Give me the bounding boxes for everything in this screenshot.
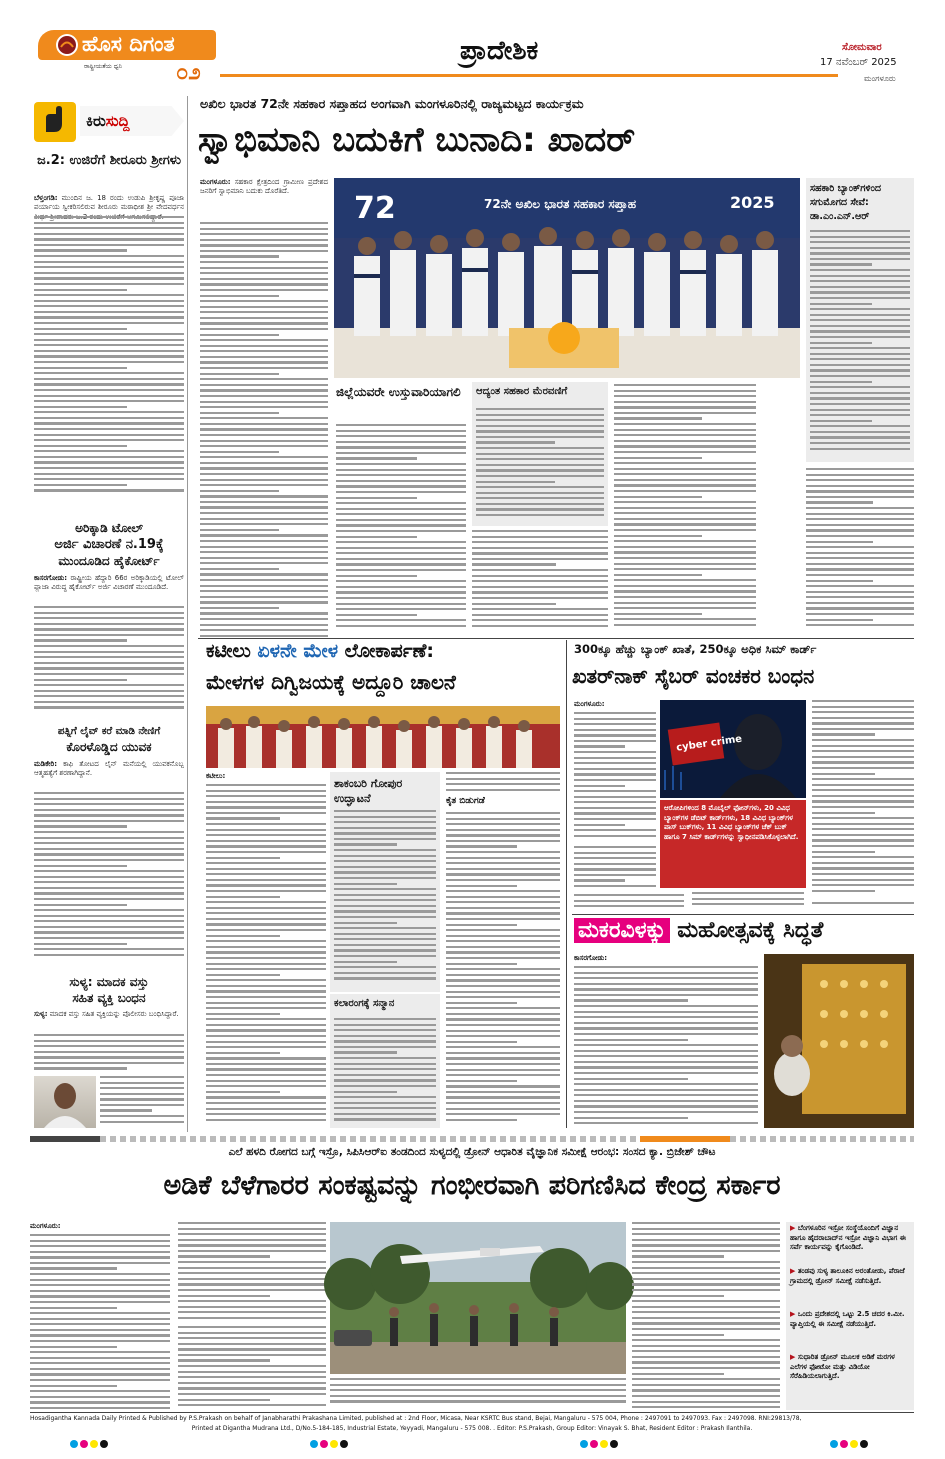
- kirusuddi-item-4-headline-a: ಸುಳ್ಯ: ಮಾದಕ ವಸ್ತು: [69, 975, 149, 989]
- kateel-text-col-1: [206, 784, 326, 1128]
- kateel-headline-2: ಮೇಳಗಳ ದಿಗ್ವಿಜಯಕ್ಕೆ ಅದ್ದೂರಿ ಚಾಲನೆ: [206, 670, 456, 694]
- kateel-sub-2: ಕಲಾರಂಗಕ್ಕೆ ಸನ್ಮಾನ: [334, 998, 395, 1009]
- lead-side-head-c: ಡಾ.ಎಂ.ಎನ್.ಆರ್: [810, 211, 870, 222]
- makara-photo: [764, 954, 914, 1128]
- kateel-headline-1: [206, 640, 560, 668]
- makara-text: [574, 966, 758, 1128]
- kirusuddi-title: [86, 112, 130, 130]
- kateel-cyber-divider: [566, 640, 567, 1128]
- makara-headline-a: ಮಕರವಿಳಕ್ಕು: [574, 918, 670, 943]
- kirusuddi-item-4-headline: [34, 974, 184, 1006]
- kateel-sub-1: [334, 776, 440, 806]
- masthead-logo-block: [30, 30, 215, 86]
- kirusuddi-item-1-dateline: ಬೆಳ್ತಂಗಡಿ:: [34, 194, 58, 202]
- cyber-photo: [660, 700, 806, 798]
- kateel-photo: [206, 706, 560, 768]
- makara-headline-b: ಮಹೋತ್ಸವಕ್ಕೆ ಸಿದ್ಧತೆ: [669, 918, 824, 943]
- reg-dot-yellow-icon: [600, 1440, 608, 1448]
- bottom-text-col-2a: [178, 1222, 326, 1322]
- reg-dot-cyan-icon: [310, 1440, 318, 1448]
- lead-photo-banner-label: 72ನೇ ಅಖಿಲ ಭಾರತ ಸಹಕಾರ ಸಪ್ತಾಹ: [484, 197, 637, 211]
- bottom-text-col-4: [632, 1222, 780, 1410]
- bottom-top-rule: [30, 1136, 914, 1142]
- bottom-drone-photo: [330, 1222, 626, 1374]
- bottom-top-rule-accent: [640, 1136, 730, 1142]
- kirusuddi-column: [30, 96, 188, 1132]
- kirusuddi-item-3-dateline: ಮಡಿಕೇರಿ:: [34, 760, 58, 768]
- reg-dot-magenta-icon: [840, 1440, 848, 1448]
- kateel-lead-para: [206, 772, 326, 782]
- masthead-day: ಸೋಮವಾರ: [842, 42, 882, 53]
- reg-dot-black-icon: [340, 1440, 348, 1448]
- lead-side-headline: [810, 182, 914, 224]
- bullet-arrow-icon: ▶: [790, 1353, 798, 1361]
- cyber-text-bottom-2: [692, 892, 804, 912]
- kirusuddi-item-2-text: [34, 606, 184, 718]
- reg-dot-black-icon: [860, 1440, 868, 1448]
- cyber-callout: ಆರೋಪಿಗಳಿಂದ 8 ಮೊಬೈಲ್ ಫೋನ್‌ಗಳು, 20 ವಿವಿಧ ಬ್ಯಾಂಕ್‌ಗಳ ಡೆಬಿಟ್ ಕಾರ್ಡ್‌ಗಳು, 18 ವಿವಿಧ ಬ್ಯಾಂಕ್‌ಗಳ ಪಾಸ್ ಬುಕ್‌ಗಳು, 11 ವಿವಿಧ ಬ್ಯಾಂಕ್‌ಗಳ ಚೆಕ್ ಬುಕ್ ಹಾಗೂ 7 ಸಿಮ್ ಕಾರ್ಡ್‌ಗಳನ್ನು ಸ್ವಾಧೀನಪಡಿಸಿಕೊಳ್ಳಲಾಗಿದೆ.: [664, 804, 799, 841]
- bottom-text-photo-below: [330, 1378, 626, 1410]
- reg-dot-black-icon: [100, 1440, 108, 1448]
- logo-emblem-icon: [56, 34, 78, 56]
- kirusuddi-item-4-text-a: [34, 1034, 184, 1074]
- hand-icon: [34, 102, 76, 142]
- lead-text-col-4: [614, 384, 756, 634]
- kirusuddi-badge: [34, 100, 184, 146]
- lead-photo: [334, 178, 800, 378]
- kirusuddi-item-4-text-b: [100, 1076, 184, 1128]
- kirusuddi-item-3-headline: [34, 724, 184, 755]
- kirusuddi-item-3-text: [34, 792, 184, 968]
- masthead-logo-text: ಹೊಸ ದಿಗಂತ: [82, 32, 175, 56]
- lead-text-col-5: [806, 468, 914, 634]
- reg-dot-cyan-icon: [580, 1440, 588, 1448]
- kirusuddi-item-2-dateline: ಕಾಸರಗೋಡು:: [34, 574, 68, 582]
- lead-text-col-1: [200, 222, 328, 634]
- kateel-text-col-3: [446, 772, 560, 792]
- kirusuddi-item-2-headline-c: ಮುಂದೂಡಿದ ಹೈಕೋರ್ಟ್: [58, 554, 160, 568]
- lead-lead-para: [200, 178, 328, 218]
- reg-dot-magenta-icon: [80, 1440, 88, 1448]
- masthead-rule: [220, 74, 838, 77]
- reg-dot-yellow-icon: [850, 1440, 858, 1448]
- reg-dot-yellow-icon: [90, 1440, 98, 1448]
- bottom-bullet-2: [790, 1267, 912, 1307]
- kateel-dateline: ಕಟೀಲು:: [206, 772, 226, 780]
- bottom-headline: ಅಡಿಕೆ ಬೆಳೆಗಾರರ ಸಂಕಷ್ಟವನ್ನು ಗಂಭೀರವಾಗಿ ಪರಿಗಣಿಸಿದ ಕೇಂದ್ರ ಸರ್ಕಾರ: [163, 1170, 781, 1201]
- masthead-edition: ಮಂಗಳೂರು: [864, 74, 896, 83]
- kirusuddi-item-4-photo: [34, 1076, 96, 1128]
- cyber-headline-2: ಖತರ್‌ನಾಕ್ ಸೈಬರ್ ವಂಚಕರ ಬಂಧನ: [572, 664, 815, 688]
- kirusuddi-item-1-lead: ಮುಂದಿನ ಜ. 18 ರಂದು ಉಡುಪಿ ಶ್ರೀಕೃಷ್ಣ ಪೂಜಾ ಪರ್ಯಾಯ ಸ್ವೀಕರಿಸಲಿರುವ ಶೀರೂರು ಮಠಾಧೀಶ ಶ್ರೀ ವೇದವರ್ಧನ: [34, 194, 184, 212]
- lead-photo-banner-year: 2025: [730, 193, 775, 212]
- kateel-sub-1-a: ಶಾಕಂಬರಿ ಗೋಪುರ: [334, 777, 403, 790]
- bottom-dateline: ಮಂಗಳೂರು:: [30, 1222, 61, 1230]
- bottom-top-rule-accent-2: [30, 1136, 100, 1142]
- bottom-bullet-list: [790, 1224, 912, 1408]
- kirusuddi-item-2-lead: ರಾಷ್ಟ್ರೀಯ ಹೆದ್ದಾರಿ 66ರ ಅರಿಕ್ಕಾಡಿಯಲ್ಲಿ ಟೋಲ್ ಪ್ಲಾಜಾ ವಿರುದ್ಧ ಹೈಕೋರ್ಟ್ ಅರ್ಜಿ ವಿಚಾರಣೆ ಮುಂದೂಡಿದೆ.: [34, 574, 184, 592]
- bottom-kicker: ಎಲೆ ಹಳದಿ ರೋಗದ ಬಗ್ಗೆ ಇಸ್ರೊ, ಸಿಪಿಸಿಆರ್‌ಐ ತಂಡದಿಂದ ಸುಳ್ಯದಲ್ಲಿ ಡ್ರೋನ್ ಆಧಾರಿತ ವೈಜ್ಞಾನಿಕ ಸಮೀಕ್ಷೆ ಆರಂಭ: ಸಂಸದ ಕ್ಯಾ. ಬ್ರಿಜೇಶ್ ಚೌಟ: [228, 1146, 716, 1158]
- cyber-text-col-1: [574, 712, 656, 842]
- kirusuddi-item-3-lead: ಕಾಫಿ ತೋಟದ ಲೈನ್ ಮನೆಯಲ್ಲಿ ಯುವಕನೊಬ್ಬ ಆತ್ಮಹತ್ಯೆಗೆ ಶರಣಾಗಿದ್ದಾನೆ.: [34, 760, 184, 778]
- lead-text-col-2: [336, 424, 466, 632]
- cyber-makara-rule: [572, 914, 914, 915]
- kirusuddi-title-a: ಕಿರು: [86, 112, 106, 130]
- bottom-bullet-4-text: ಸುಧಾರಿತ ಡ್ರೋನ್ ಮೂಲಕ ಅಡಿಕೆ ಮರಗಳ ಎಲೆಗಳ ಫೋಟೋ ಮತ್ತು ವಿಡಿಯೋ ಸೆರೆಹಿಡಿಯಲಾಗುತ್ತಿದೆ.: [790, 1353, 895, 1381]
- kirusuddi-item-3-headline-b: ಕೊರಳೊಡ್ಡಿದ ಯುವಕ: [66, 740, 152, 754]
- kirusuddi-item-1-headline: ಜ.2: ಉಜಿರೆಗೆ ಶೀರೂರು ಶ್ರೀಗಳು: [37, 153, 181, 168]
- bottom-bullet-3: [790, 1310, 912, 1350]
- cyber-dateline: ಮಂಗಳೂರು:: [574, 700, 605, 708]
- kateel-sub-3: ಕೈತ ಬಿಡುಗಡೆ: [446, 796, 485, 806]
- kirusuddi-title-b: ಸುದ್ದಿ: [105, 112, 130, 130]
- makara-headline: [574, 918, 914, 950]
- kirusuddi-item-1-text: [34, 216, 184, 516]
- lead-text-col-3b: [472, 530, 608, 634]
- lead-side-head-a: ಸಹಕಾರಿ ಬ್ಯಾಂಕ್‌ಗಳಿಂದ: [810, 183, 881, 194]
- kateel-sub-1-b: ಉದ್ಘಾಟನೆ: [334, 792, 371, 805]
- lead-dateline: ಮಂಗಳೂರು:: [200, 178, 231, 186]
- cyber-photo-word: cyber crime: [675, 733, 743, 754]
- registration-marks: [70, 1440, 870, 1450]
- cyber-lead-para: [574, 700, 656, 710]
- cyber-text-col-3: [812, 700, 914, 900]
- bullet-arrow-icon: ▶: [790, 1267, 798, 1275]
- lead-side-text: [810, 230, 910, 458]
- makara-dateline: ಕಾಸರಗೋಡು:: [574, 954, 608, 962]
- bullet-arrow-icon: ▶: [790, 1224, 798, 1232]
- kateel-text-col-3b: [446, 812, 560, 1128]
- masthead: [30, 30, 918, 90]
- kateel-headline-b: ಏಳನೇ ಮೇಳ: [257, 640, 339, 662]
- footer-imprint-2: Printed at Digantha Mudrana Ltd., D/No.5-184-185, Industrial Estate, Yeyyadi, Mangaluru - 575 008. . Editor: P.S.Prakash, Group Editor: Vinayak S. Bhat, Resident Editor : Prakash Ilanthila.: [191, 1425, 753, 1432]
- kateel-box-2-text: [334, 1018, 436, 1124]
- lead-photo-banner-72: 72: [354, 191, 396, 226]
- kateel-headline-a: ಕಟೀಲು: [206, 640, 258, 662]
- lead-kicker: ಅಖಿಲ ಭಾರತ 72ನೇ ಸಹಕಾರ ಸಪ್ತಾಹದ ಅಂಗವಾಗಿ ಮಂಗಳೂರಿನಲ್ಲಿ ರಾಜ್ಯಮಟ್ಟದ ಕಾರ್ಯಕ್ರಮ: [200, 96, 584, 111]
- kateel-box-1-text: [334, 810, 436, 988]
- kirusuddi-item-2-headline-a: ಅರಿಕ್ಕಾಡಿ ಟೋಲ್: [75, 521, 143, 535]
- bottom-lead-para: [30, 1222, 170, 1232]
- kirusuddi-item-2-headline-b: ಅರ್ಜಿ ವಿಚಾರಣೆ ನ.19ಕ್ಕೆ: [54, 537, 164, 552]
- kirusuddi-item-2-body: [34, 574, 184, 602]
- bottom-bullet-1: [790, 1224, 912, 1264]
- reg-dot-cyan-icon: [70, 1440, 78, 1448]
- cyber-text-bottom-1: [574, 894, 684, 912]
- kirusuddi-item-4-headline-b: ಸಹಿತ ವ್ಯಕ್ತಿ ಬಂಧನ: [72, 991, 146, 1005]
- kirusuddi-item-4-body: [34, 1010, 184, 1030]
- kirusuddi-item-4-lead: ಮಾದಕ ವಸ್ತು ಸಹಿತ ವ್ಯಕ್ತಿಯನ್ನು ಪೊಲೀಸರು ಬಂಧಿಸಿದ್ದಾರೆ.: [49, 1010, 179, 1018]
- lead-bottom-rule: [198, 638, 914, 639]
- lead-headline: ಸ್ವಾಭಿಮಾನಿ ಬದುಕಿಗೆ ಬುನಾದಿ: ಖಾದರ್: [198, 120, 636, 160]
- bottom-bullet-2-text: ತಂಡವು ಸುಳ್ಯ ತಾಲೂಕಿನ ಅರಂತೋಡು, ಪೆರಾಜೆ ಗ್ರಾಮದಲ್ಲಿ ಡ್ರೋನ್ ಸಮೀಕ್ಷೆ ನಡೆಸುತ್ತಿದೆ.: [790, 1267, 905, 1285]
- cyber-text-col-1b: [574, 846, 656, 892]
- bottom-text-col-1: [30, 1234, 170, 1410]
- reg-dot-magenta-icon: [320, 1440, 328, 1448]
- footer-imprint-1: Hosadigantha Kannada Daily Printed & Published by P.S.Prakash on behalf of Janabharathi Prakashana Limited, published at : 2nd Floor, Micasa, Near KSRTC Bus stand, Bejai, Mangaluru - 575 004, Phone : 2497091 to 2497093. Fax : 2497098. RNI:29813/78,: [30, 1415, 802, 1422]
- masthead-tagline: ರಾಷ್ಟ್ರೀಯತೆಯ ಧ್ವನಿ: [84, 63, 122, 70]
- footer-rule: [30, 1412, 914, 1413]
- lead-side-head-b: ಸಗುಮೊಗದ ಸೇವೆ:: [810, 197, 869, 208]
- cyber-text-bottom-3: [812, 902, 914, 912]
- kirusuddi-item-1-body: [34, 194, 184, 212]
- kirusuddi-item-3-body: [34, 760, 184, 788]
- lead-sub-1: ಜಿಲ್ಲೆಯವರೇ ಉಸ್ತುವಾರಿಯಾಗಲಿ: [336, 385, 461, 399]
- reg-dot-yellow-icon: [330, 1440, 338, 1448]
- kirusuddi-item-4-dateline: ಸುಳ್ಯ:: [34, 1010, 48, 1018]
- bottom-bullet-4: [790, 1353, 912, 1403]
- lead-sub-2: ಆದ್ಯಂತ ಸಹಕಾರ ಮೆರವಣಿಗೆ: [476, 386, 568, 397]
- kateel-headline-c: ಲೋಕಾರ್ಪಣೆ:: [338, 640, 435, 662]
- bottom-bullet-3-text: ಒಂದು ಪ್ರದೇಶದಲ್ಲಿ ಒಟ್ಟು 2.5 ಚದರ ಕಿ.ಮೀ. ವ್ಯಾಪ್ತಿಯಲ್ಲಿ ಈ ಸಮೀಕ್ಷೆ ನಡೆಯುತ್ತಿದೆ.: [790, 1310, 905, 1328]
- section-title: ಪ್ರಾದೇಶಿಕ: [460, 36, 539, 66]
- lead-text-col-3a: [476, 408, 604, 522]
- page-number: ೦೨: [176, 60, 201, 85]
- bottom-bullet-1-text: ಬೆಂಗಳೂರಿನ ಇಸ್ರೋ ಸಂಸ್ಥೆಯೊಂದಿಗೆ ವಿಜ್ಞಾನ ಹಾಗೂ ಹೈದರಾಬಾದ್‌ನ ಇಸ್ರೋ ವಿಜ್ಞಾನಿ ವಿಭಾಗ ಈ ಸರ್ವೆ ಕಾರ್ಯವನ್ನು ಕೈಗೊಂಡಿದೆ.: [790, 1224, 906, 1252]
- cyber-headline-1: 300ಕ್ಕೂ ಹೆಚ್ಚು ಬ್ಯಾಂಕ್ ಖಾತೆ, 250ಕ್ಕೂ ಅಧಿಕ ಸಿಮ್ ಕಾರ್ಡ್: [574, 642, 817, 656]
- reg-dot-magenta-icon: [590, 1440, 598, 1448]
- reg-dot-cyan-icon: [830, 1440, 838, 1448]
- masthead-date: 17 ನವೆಂಬರ್ 2025: [820, 57, 897, 68]
- bullet-arrow-icon: ▶: [790, 1310, 798, 1318]
- makara-lead-para: [574, 954, 758, 964]
- kirusuddi-item-3-headline-a: ಪತ್ನಿಗೆ ಲೈವ್ ಕರೆ ಮಾಡಿ ನೇಣಿಗೆ: [57, 726, 161, 737]
- kirusuddi-item-2-headline: [34, 520, 184, 569]
- bottom-text-col-2b: [178, 1326, 326, 1410]
- reg-dot-black-icon: [610, 1440, 618, 1448]
- lead-lead-text: ಸಹಕಾರ ಕ್ಷೇತ್ರದಿಂದ ಗ್ರಾಮೀಣ ಪ್ರದೇಶದ ಜನರಿಗೆ ಸ್ವಾಭಿಮಾನಿ ಬದುಕು ದೊರೆತಿದೆ.: [200, 178, 328, 196]
